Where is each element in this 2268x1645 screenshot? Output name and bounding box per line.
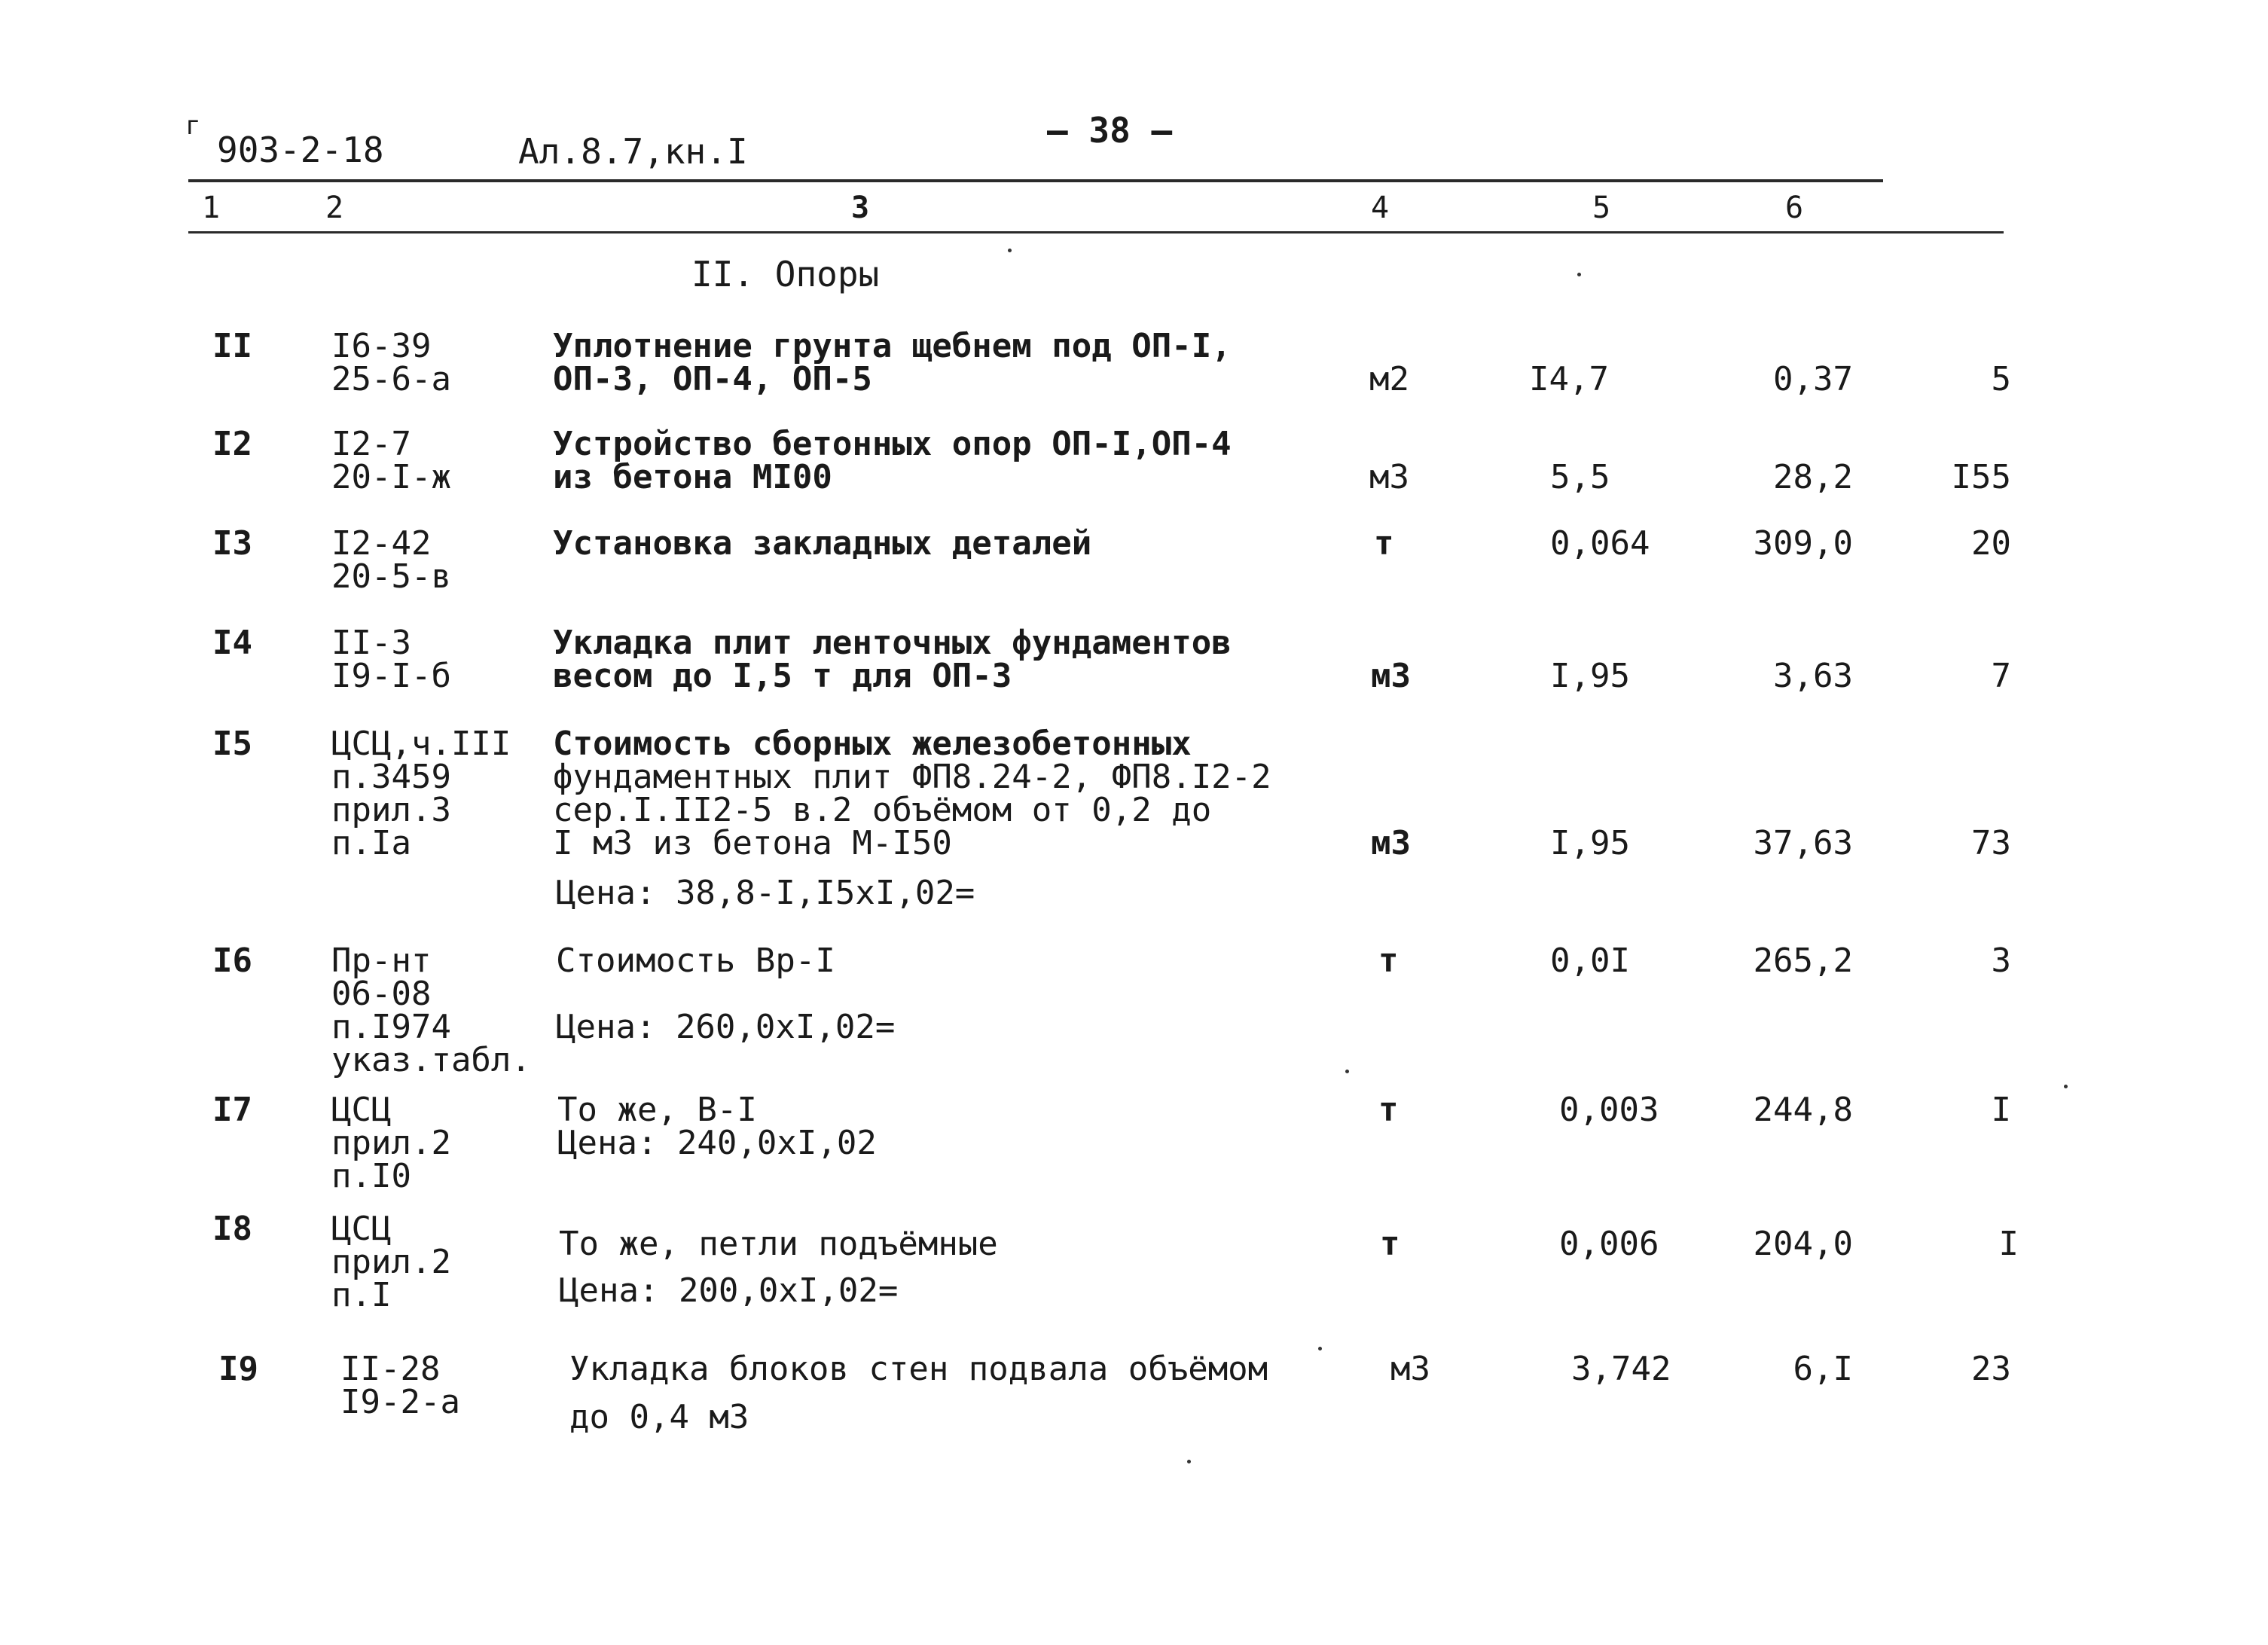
scan-speck [1318, 1347, 1322, 1350]
page-number: – 38 – [1047, 110, 1173, 151]
column-number-6: 6 [1785, 191, 1804, 225]
row-number: I9 [218, 1350, 258, 1388]
row-reference-line: 25-6-а [331, 360, 451, 398]
row-number: I7 [212, 1091, 252, 1129]
corner-mark: г [185, 111, 201, 141]
row-reference-line: 20-I-ж [331, 458, 451, 496]
row-description-line: Устройство бетонных опор ОП-I,ОП-4 [553, 425, 1232, 463]
row-reference-line: п.3459 [331, 758, 451, 796]
row-unit-price: 37,63 [1753, 824, 1853, 862]
scan-speck [1577, 273, 1581, 276]
row-total: 23 [1971, 1350, 2011, 1388]
row-price-note: Цена: 38,8-I,I5хI,02= [556, 874, 975, 912]
row-description-line: Уплотнение грунта щебнем под ОП-I, [553, 327, 1232, 365]
row-reference-line: ЦСЦ [331, 1210, 392, 1248]
row-reference-line: I6-39 [331, 327, 432, 365]
scan-speck [1008, 249, 1012, 252]
row-unit: т [1378, 942, 1399, 980]
row-quantity: I4,7 [1529, 360, 1609, 398]
row-total: 3 [1991, 942, 2011, 980]
row-description-line: из бетона МI00 [553, 458, 832, 496]
row-number: I3 [212, 524, 252, 563]
row-price-note: Цена: 200,0хI,02= [559, 1271, 899, 1310]
row-unit: м2 [1369, 360, 1409, 398]
header-bottom-rule [188, 231, 2004, 233]
row-quantity: 0,064 [1550, 524, 1650, 563]
row-unit: т [1380, 1225, 1400, 1263]
row-reference-line: п.I [331, 1276, 392, 1314]
row-number: I4 [212, 624, 252, 662]
row-quantity: 0,003 [1559, 1091, 1659, 1129]
row-description-line: весом до I,5 т для ОП-3 [553, 657, 1012, 695]
row-unit: т [1374, 524, 1394, 563]
row-quantity: 0,0I [1550, 942, 1630, 980]
row-number: I6 [212, 942, 252, 980]
scan-speck [1345, 1070, 1349, 1073]
row-description-line: I м3 из бетона М-I50 [553, 824, 952, 862]
row-description-line: Укладка блоков стен подвала объёмом [569, 1350, 1268, 1388]
row-total: 7 [1991, 657, 2011, 695]
row-unit-price: 265,2 [1753, 942, 1853, 980]
column-number-3: 3 [851, 191, 870, 225]
row-reference-line: I2-42 [331, 524, 432, 563]
row-number: II [212, 327, 252, 365]
document-code: 903-2-18 [217, 130, 384, 170]
row-reference-line: п.I0 [331, 1157, 411, 1195]
row-unit: т [1378, 1091, 1399, 1129]
album-reference: Ал.8.7,кн.I [518, 131, 748, 172]
row-description-line: Установка закладных деталей [553, 524, 1092, 563]
row-reference-line: Пр-нт [331, 942, 432, 980]
row-reference-line: п.I974 [331, 1008, 451, 1046]
row-unit-price: 204,0 [1753, 1225, 1853, 1263]
row-total: I [1991, 1091, 2011, 1129]
row-description-line: То же, петли подъёмные [559, 1225, 998, 1263]
section-title: II. Опоры [691, 254, 880, 295]
row-unit-price: 244,8 [1753, 1091, 1853, 1129]
row-unit: м3 [1390, 1350, 1430, 1388]
row-number: I2 [212, 425, 252, 463]
row-reference-line: 06-08 [331, 975, 432, 1013]
row-total: 73 [1971, 824, 2011, 862]
row-quantity: 3,742 [1571, 1350, 1671, 1388]
row-description-line: То же, В-I [557, 1091, 757, 1129]
row-reference-line: ЦСЦ,ч.III [331, 725, 511, 763]
row-reference-line: I9-I-б [331, 657, 451, 695]
row-unit: м3 [1369, 458, 1409, 496]
row-price-note: Цена: 260,0хI,02= [556, 1008, 896, 1046]
row-quantity: I,95 [1550, 657, 1630, 695]
row-reference-line: прил.2 [331, 1243, 451, 1281]
row-reference-line: указ.табл. [331, 1041, 531, 1079]
scan-speck [1187, 1460, 1191, 1463]
row-unit-price: 3,63 [1773, 657, 1853, 695]
row-unit-price: 309,0 [1753, 524, 1853, 563]
row-description-line: Стоимость Вр-I [556, 942, 835, 980]
row-number: I8 [212, 1210, 252, 1248]
row-reference-line: прил.2 [331, 1124, 451, 1162]
row-total: I [1998, 1225, 2019, 1263]
row-price-note: Цена: 240,0хI,02 [557, 1124, 877, 1162]
row-reference-line: 20-5-в [331, 557, 451, 596]
row-reference-line: прил.3 [331, 791, 451, 829]
row-unit-price: 6,I [1793, 1350, 1853, 1388]
row-description-line: ОП-3, ОП-4, ОП-5 [553, 360, 872, 398]
row-total: I55 [1951, 458, 2011, 496]
scan-speck [2064, 1085, 2068, 1088]
row-total: 20 [1971, 524, 2011, 563]
row-quantity: 5,5 [1550, 458, 1610, 496]
row-description-line: фундаментных плит ФП8.24-2, ФП8.I2-2 [553, 758, 1271, 796]
row-quantity: 0,006 [1559, 1225, 1659, 1263]
column-number-4: 4 [1371, 191, 1390, 225]
row-reference-line: I2-7 [331, 425, 411, 463]
row-unit: м3 [1371, 824, 1411, 862]
column-number-2: 2 [325, 191, 344, 225]
row-reference-line: п.Iа [331, 824, 411, 862]
row-reference-line: ЦСЦ [331, 1091, 392, 1129]
row-reference-line: I9-2-а [340, 1383, 460, 1421]
row-description-line: Укладка плит ленточных фундаментов [553, 624, 1232, 662]
row-description-line: до 0,4 м3 [569, 1398, 749, 1436]
row-unit: м3 [1371, 657, 1411, 695]
header-top-rule [188, 179, 1883, 182]
row-reference-line: II-28 [340, 1350, 441, 1388]
row-unit-price: 0,37 [1773, 360, 1853, 398]
row-unit-price: 28,2 [1773, 458, 1853, 496]
row-description-line: Стоимость сборных железобетонных [553, 725, 1192, 763]
row-total: 5 [1991, 360, 2011, 398]
row-quantity: I,95 [1550, 824, 1630, 862]
row-reference-line: II-3 [331, 624, 411, 662]
row-description-line: сер.I.II2-5 в.2 объёмом от 0,2 до [553, 791, 1212, 829]
column-number-5: 5 [1592, 191, 1611, 225]
column-number-1: 1 [202, 191, 221, 225]
row-number: I5 [212, 725, 252, 763]
